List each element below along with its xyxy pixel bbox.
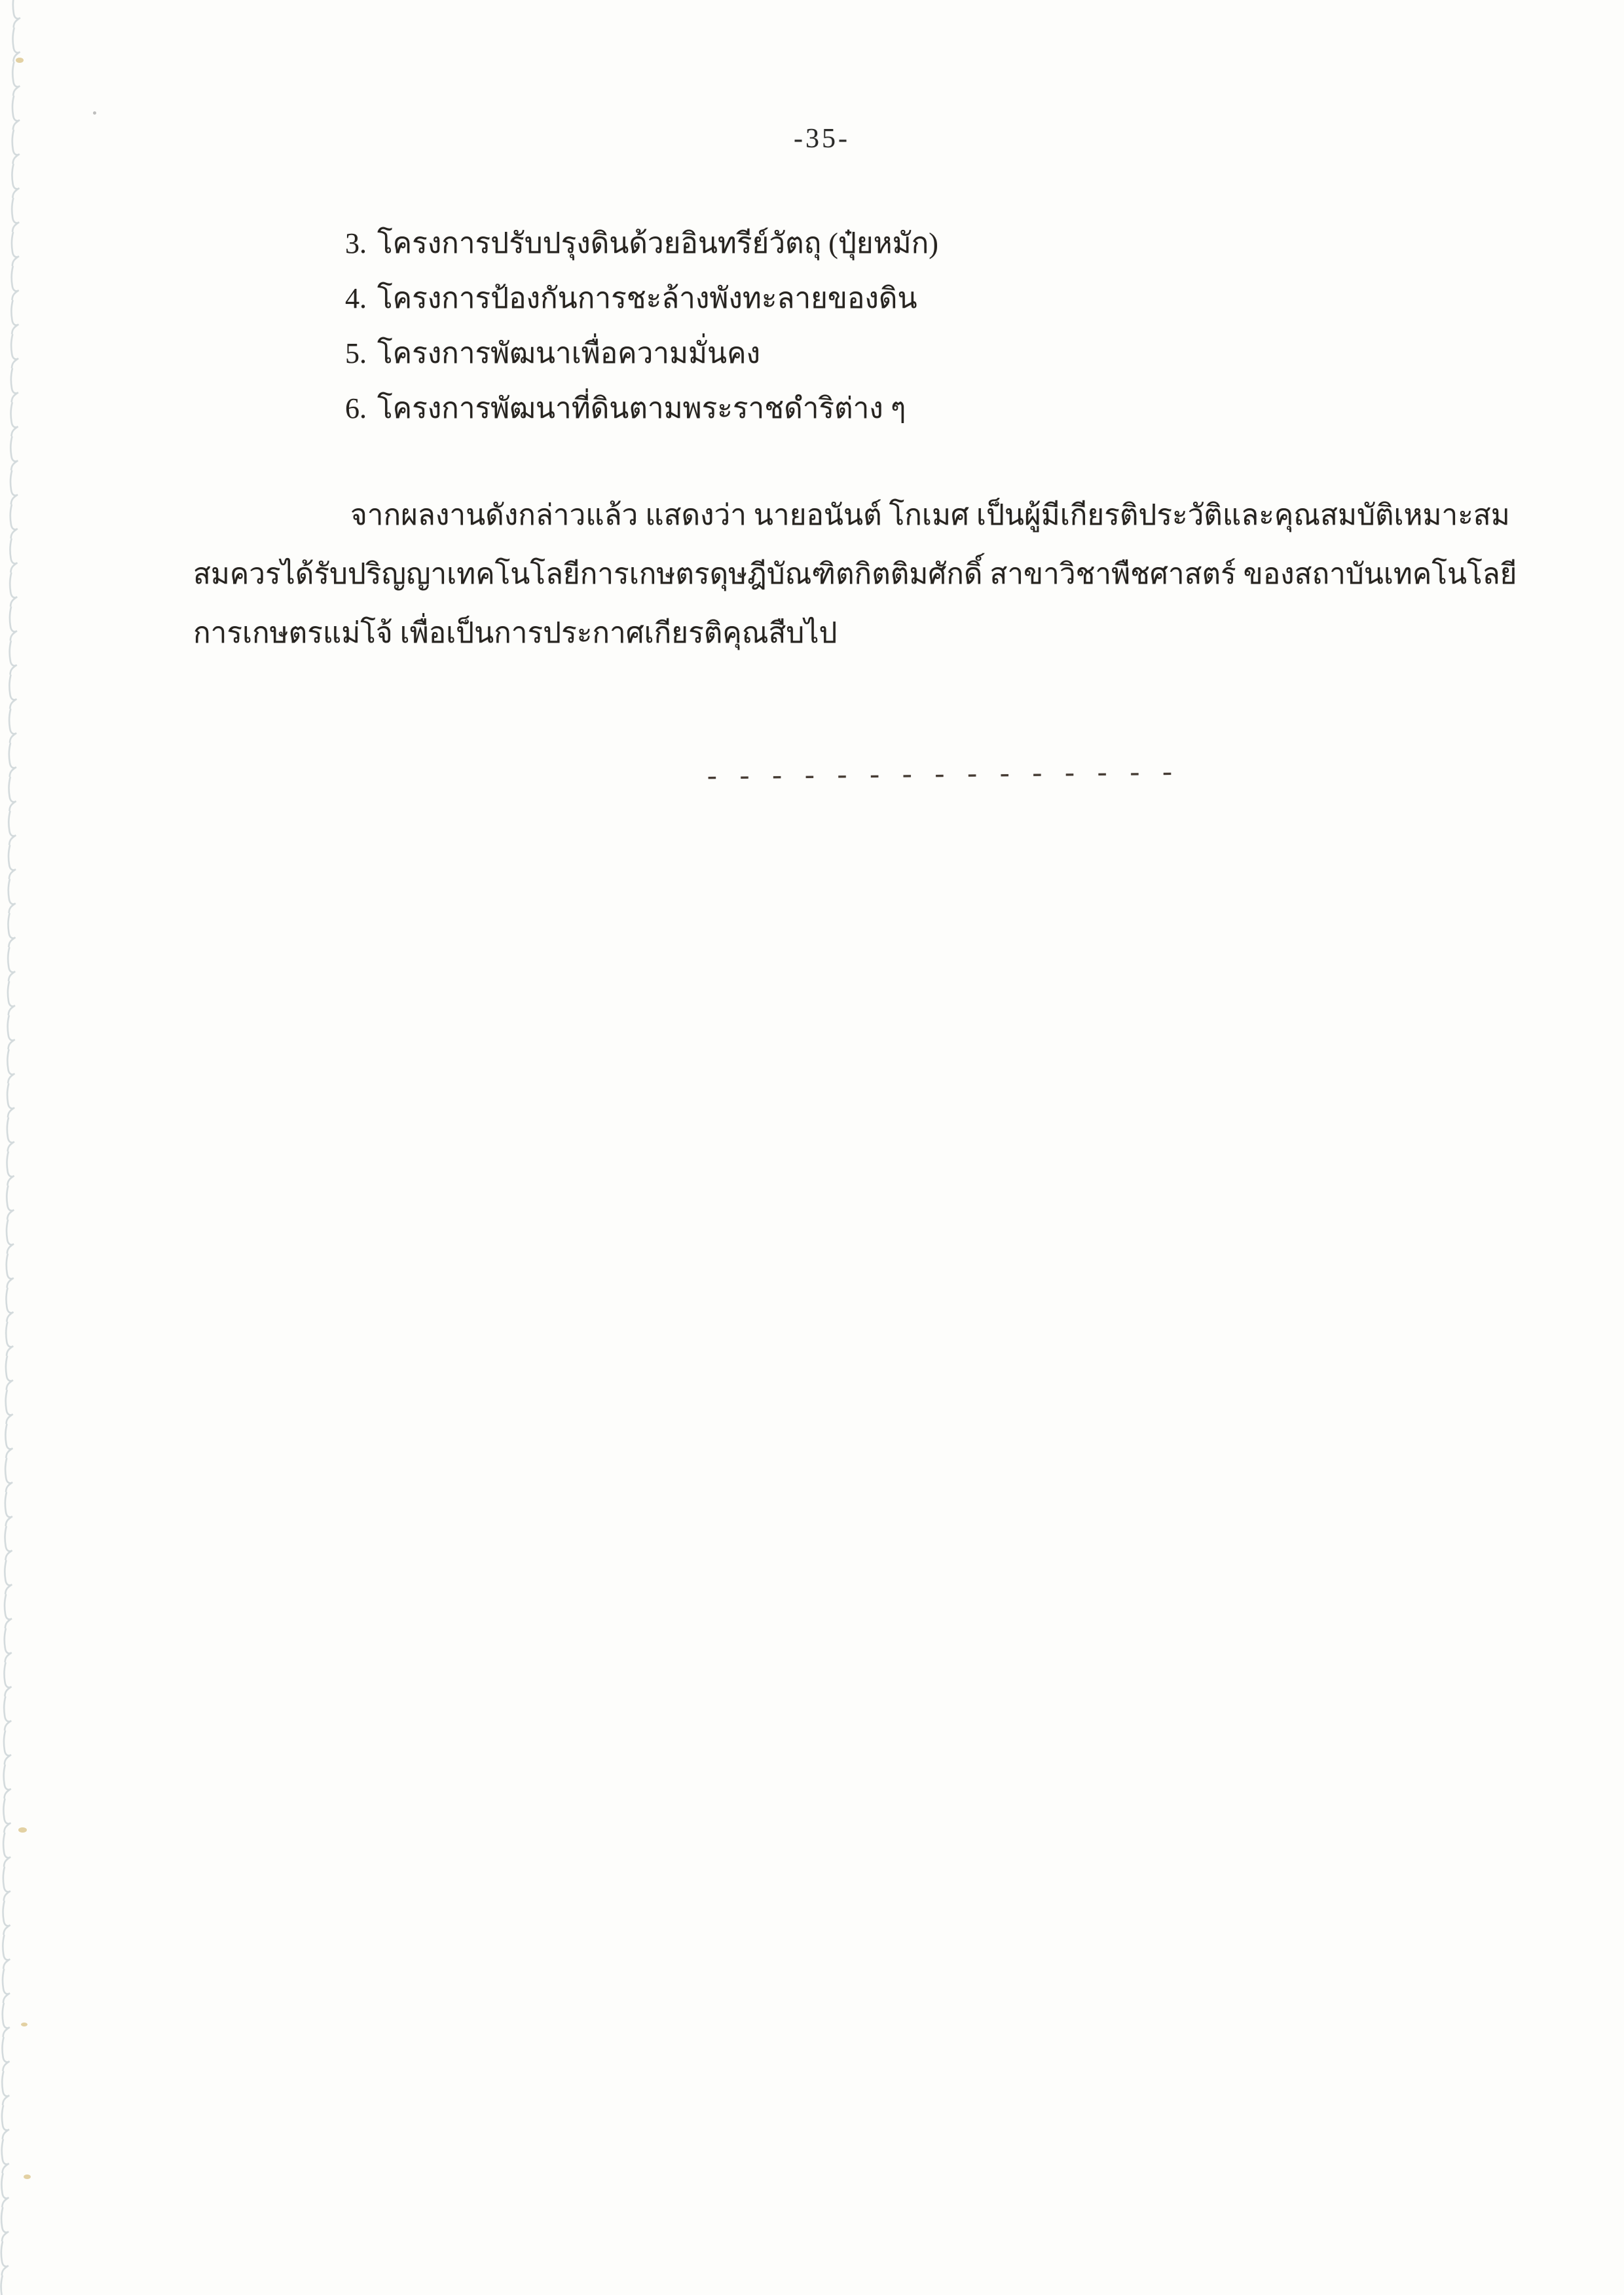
- list-item: [345, 216, 938, 271]
- list-item: [345, 271, 938, 326]
- paper-speck: [93, 111, 96, 115]
- list-item-text: โครงการป้องกันการชะล้างพังทะลายของดิน: [377, 282, 917, 314]
- paper-speck: [18, 1827, 27, 1833]
- paper-speck: [16, 58, 24, 63]
- torn-paper-edge: [0, 0, 46, 2295]
- paper-speck: [24, 2174, 31, 2179]
- torn-paper-edge-line: [0, 0, 46, 2295]
- list-item-number: 3.: [345, 227, 367, 259]
- paragraph-line: สมควรได้รับปริญญาเทคโนโลยีการเกษตรดุษฎีบัณฑิตกิตติมศักดิ์ สาขาวิชาพืชศาสตร์ ของสถาบันเทคโนโลยี: [193, 558, 1517, 590]
- list-item-text: โครงการพัฒนาที่ดินตามพระราชดำริต่าง ๆ: [377, 392, 906, 424]
- list-item-number: 6.: [345, 392, 367, 424]
- body-paragraph: [193, 486, 1517, 663]
- list-item-text: โครงการพัฒนาเพื่อความมั่นคง: [377, 337, 761, 369]
- list-item-number: 5.: [345, 337, 367, 369]
- paragraph-line: การเกษตรแม่โจ้ เพื่อเป็นการประกาศเกียรติคุณสืบไป: [193, 617, 838, 649]
- list-item-number: 4.: [345, 282, 367, 314]
- paper-speck: [21, 2023, 28, 2026]
- page-number: -35-: [794, 124, 850, 154]
- list-item: [345, 326, 938, 381]
- list-item: [345, 381, 938, 436]
- project-list: [345, 216, 938, 436]
- paragraph-line: จากผลงานดังกล่าวแล้ว แสดงว่า นายอนันต์ โกเมศ เป็นผู้มีเกียรติประวัติและคุณสมบัติเหมาะสม: [350, 499, 1510, 531]
- dashed-separator: - - - - - - - - - - - - - - -: [707, 755, 1180, 791]
- list-item-text: โครงการปรับปรุงดินด้วยอินทรีย์วัตถุ (ปุ๋ยหมัก): [377, 227, 938, 259]
